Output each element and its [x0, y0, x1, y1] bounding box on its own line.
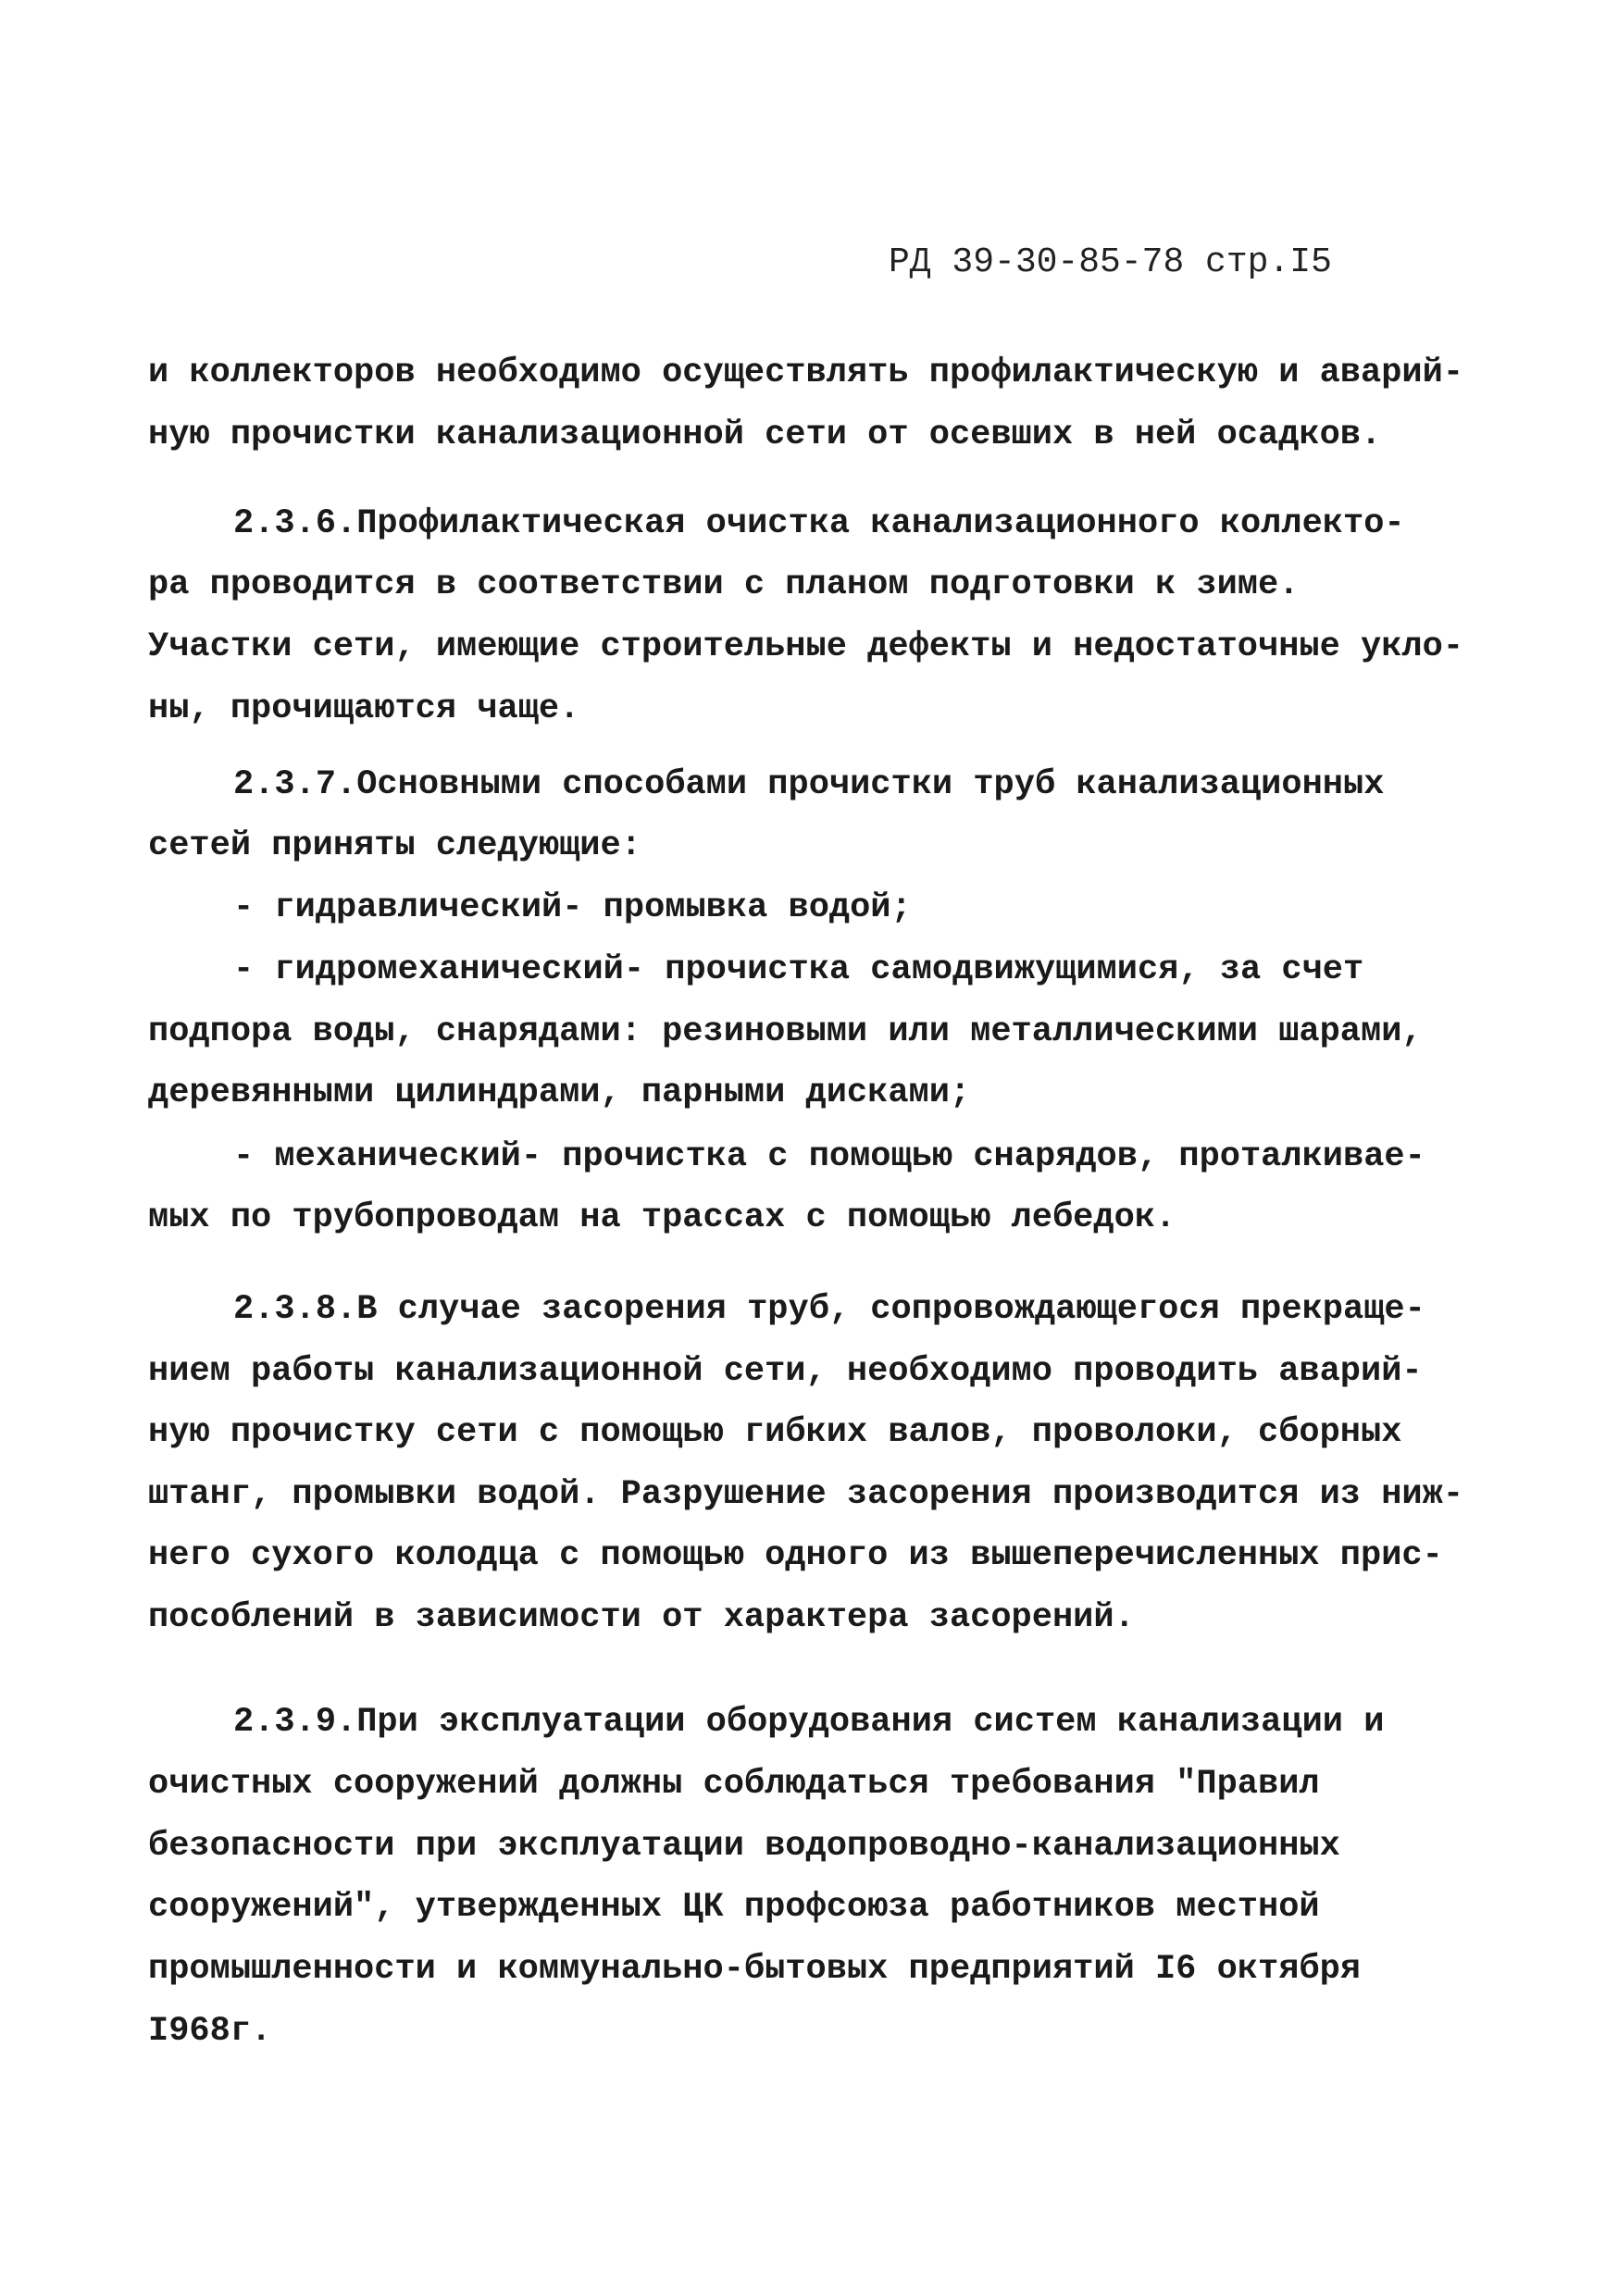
text-line: и коллекторов необходимо осуществлять профилактическую и аварий- [148, 354, 1464, 392]
list-item-mechanical: - механический- прочистка с помощью снарядов, проталкивае- [233, 1137, 1425, 1176]
section-2-3-7-line: 2.3.7.Основными способами прочистки труб канализационных [233, 765, 1385, 804]
text-line: безопасности при эксплуатации водопроводно-канализационных [148, 1827, 1340, 1866]
text-line: деревянными цилиндрами, парными дисками; [148, 1074, 971, 1112]
text-line: Участки сети, имеющие строительные дефекты и недостаточные укло- [148, 627, 1464, 666]
text-line: I968г. [148, 2012, 272, 2051]
text-line: ны, прочищаются чаще. [148, 689, 580, 728]
text-line: очистных сооружений должны соблюдаться требования "Правил [148, 1765, 1320, 1804]
text-line: штанг, промывки водой. Разрушение засорения производится из ниж- [148, 1475, 1464, 1514]
page-header-doc-ref: РД 39-30-85-78 стр.I5 [889, 242, 1332, 282]
text-line: ную прочистки канализационной сети от осевших в ней осадков. [148, 416, 1382, 454]
text-line: ра проводится в соответствии с планом подготовки к зиме. [148, 565, 1300, 604]
text-line: подпора воды, снарядами: резиновыми или металлическими шарами, [148, 1012, 1423, 1051]
text-line: пособлений в зависимости от характера засорений. [148, 1598, 1135, 1637]
section-2-3-8-line: 2.3.8.В случае засорения труб, сопровождающегося прекраще- [233, 1290, 1425, 1329]
text-line: нием работы канализационной сети, необходимо проводить аварий- [148, 1352, 1423, 1391]
text-line: сетей приняты следующие: [148, 826, 641, 865]
list-item-hydromechanical: - гидромеханический- прочистка самодвижущимися, за счет [233, 950, 1364, 989]
list-item-hydraulic: - гидравлический- промывка водой; [233, 888, 912, 927]
text-line: мых по трубопроводам на трассах с помощью лебедок. [148, 1198, 1176, 1237]
section-2-3-9-line: 2.3.9.При эксплуатации оборудования систем канализации и [233, 1703, 1385, 1742]
text-line: ную прочистку сети с помощью гибких валов, проволоки, сборных [148, 1413, 1402, 1452]
text-line: него сухого колодца с помощью одного из вышеперечисленных прис- [148, 1536, 1443, 1575]
text-line: промышленности и коммунально-бытовых предприятий I6 октября [148, 1950, 1362, 1989]
section-2-3-6-line: 2.3.6.Профилактическая очистка канализационного коллекто- [233, 504, 1405, 543]
text-line: сооружений", утвержденных ЦК профсоюза работников местной [148, 1888, 1320, 1927]
